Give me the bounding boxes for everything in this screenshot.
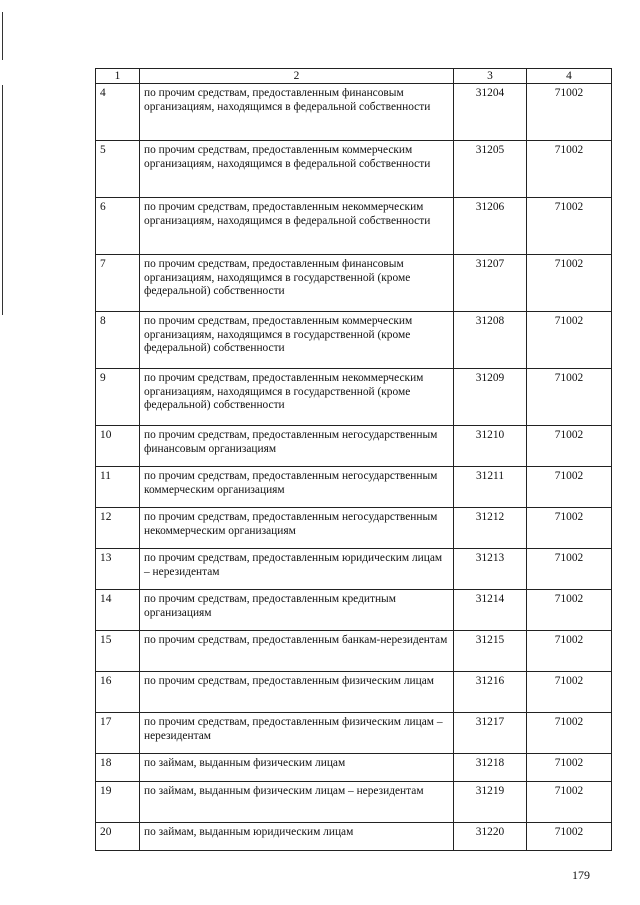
row-code: 31214 — [454, 590, 527, 631]
row-code: 31205 — [454, 141, 527, 198]
table-row — [96, 549, 612, 590]
row-description: по прочим средствам, предоставленным коммерческим организациям, находящимся в федеральной собственности — [140, 141, 454, 198]
row-description: по прочим средствам, предоставленным некоммерческим организациям, находящимся в государственной (кроме федеральной) собственности — [140, 369, 454, 426]
row-number: 10 — [96, 426, 140, 467]
row-number: 19 — [96, 782, 140, 823]
table-header-row — [96, 69, 612, 84]
row-account: 71002 — [527, 754, 612, 782]
table-row — [96, 141, 612, 198]
row-number: 4 — [96, 84, 140, 141]
row-number: 15 — [96, 631, 140, 672]
row-description: по прочим средствам, предоставленным физическим лицам — [140, 672, 454, 713]
row-code: 31218 — [454, 754, 527, 782]
row-code: 31212 — [454, 508, 527, 549]
row-account: 71002 — [527, 84, 612, 141]
row-description: по займам, выданным физическим лицам — [140, 754, 454, 782]
row-description: по займам, выданным юридическим лицам — [140, 823, 454, 851]
row-code: 31215 — [454, 631, 527, 672]
row-account: 71002 — [527, 549, 612, 590]
row-number: 14 — [96, 590, 140, 631]
row-account: 71002 — [527, 467, 612, 508]
table-row — [96, 508, 612, 549]
table-row — [96, 84, 612, 141]
row-code: 31204 — [454, 84, 527, 141]
row-number: 20 — [96, 823, 140, 851]
table-row — [96, 713, 612, 754]
row-description: по прочим средствам, предоставленным некоммерческим организациям, находящимся в федеральной собственности — [140, 198, 454, 255]
row-account: 71002 — [527, 369, 612, 426]
table-row — [96, 198, 612, 255]
row-account: 71002 — [527, 508, 612, 549]
row-account: 71002 — [527, 782, 612, 823]
row-description: по прочим средствам, предоставленным коммерческим организациям, находящимся в государственной (кроме федеральной) собственности — [140, 312, 454, 369]
row-number: 9 — [96, 369, 140, 426]
header-col-1: 1 — [96, 69, 140, 84]
row-code: 31220 — [454, 823, 527, 851]
row-description: по прочим средствам, предоставленным банкам-нерезидентам — [140, 631, 454, 672]
row-number: 5 — [96, 141, 140, 198]
page-number: 179 — [572, 868, 590, 882]
row-description: по займам, выданным физическим лицам – нерезидентам — [140, 782, 454, 823]
row-number: 12 — [96, 508, 140, 549]
accounts-table-body — [96, 69, 612, 851]
table-row — [96, 672, 612, 713]
row-description: по прочим средствам, предоставленным финансовым организациям, находящимся в федеральной собственности — [140, 84, 454, 141]
row-code: 31209 — [454, 369, 527, 426]
row-code: 31208 — [454, 312, 527, 369]
row-account: 71002 — [527, 713, 612, 754]
row-description: по прочим средствам, предоставленным финансовым организациям, находящимся в государственной (кроме федеральной) собственности — [140, 255, 454, 312]
table-row — [96, 426, 612, 467]
table-row — [96, 754, 612, 782]
row-code: 31210 — [454, 426, 527, 467]
row-number: 11 — [96, 467, 140, 508]
row-account: 71002 — [527, 823, 612, 851]
row-code: 31219 — [454, 782, 527, 823]
row-number: 16 — [96, 672, 140, 713]
row-description: по прочим средствам, предоставленным негосударственным финансовым организациям — [140, 426, 454, 467]
scan-margin-mark — [2, 12, 3, 60]
table-row — [96, 312, 612, 369]
table-row — [96, 369, 612, 426]
row-account: 71002 — [527, 312, 612, 369]
row-code: 31211 — [454, 467, 527, 508]
table-row — [96, 590, 612, 631]
row-code: 31213 — [454, 549, 527, 590]
header-col-3: 3 — [454, 69, 527, 84]
row-account: 71002 — [527, 141, 612, 198]
row-code: 31217 — [454, 713, 527, 754]
row-description: по прочим средствам, предоставленным негосударственным некоммерческим организациям — [140, 508, 454, 549]
row-description: по прочим средствам, предоставленным юридическим лицам – нерезидентам — [140, 549, 454, 590]
row-account: 71002 — [527, 198, 612, 255]
row-account: 71002 — [527, 631, 612, 672]
table-row — [96, 631, 612, 672]
row-account: 71002 — [527, 672, 612, 713]
table-row — [96, 823, 612, 851]
table-row — [96, 255, 612, 312]
table-row — [96, 467, 612, 508]
row-account: 71002 — [527, 590, 612, 631]
header-col-2: 2 — [140, 69, 454, 84]
row-code: 31207 — [454, 255, 527, 312]
header-col-4: 4 — [527, 69, 612, 84]
row-number: 6 — [96, 198, 140, 255]
row-number: 7 — [96, 255, 140, 312]
row-code: 31206 — [454, 198, 527, 255]
row-code: 31216 — [454, 672, 527, 713]
row-number: 8 — [96, 312, 140, 369]
row-number: 17 — [96, 713, 140, 754]
row-account: 71002 — [527, 426, 612, 467]
accounts-table — [95, 68, 612, 851]
row-description: по прочим средствам, предоставленным негосударственным коммерческим организациям — [140, 467, 454, 508]
scan-margin-mark — [2, 85, 3, 315]
row-number: 13 — [96, 549, 140, 590]
table-row — [96, 782, 612, 823]
row-description: по прочим средствам, предоставленным физическим лицам – нерезидентам — [140, 713, 454, 754]
row-number: 18 — [96, 754, 140, 782]
row-description: по прочим средствам, предоставленным кредитным организациям — [140, 590, 454, 631]
row-account: 71002 — [527, 255, 612, 312]
